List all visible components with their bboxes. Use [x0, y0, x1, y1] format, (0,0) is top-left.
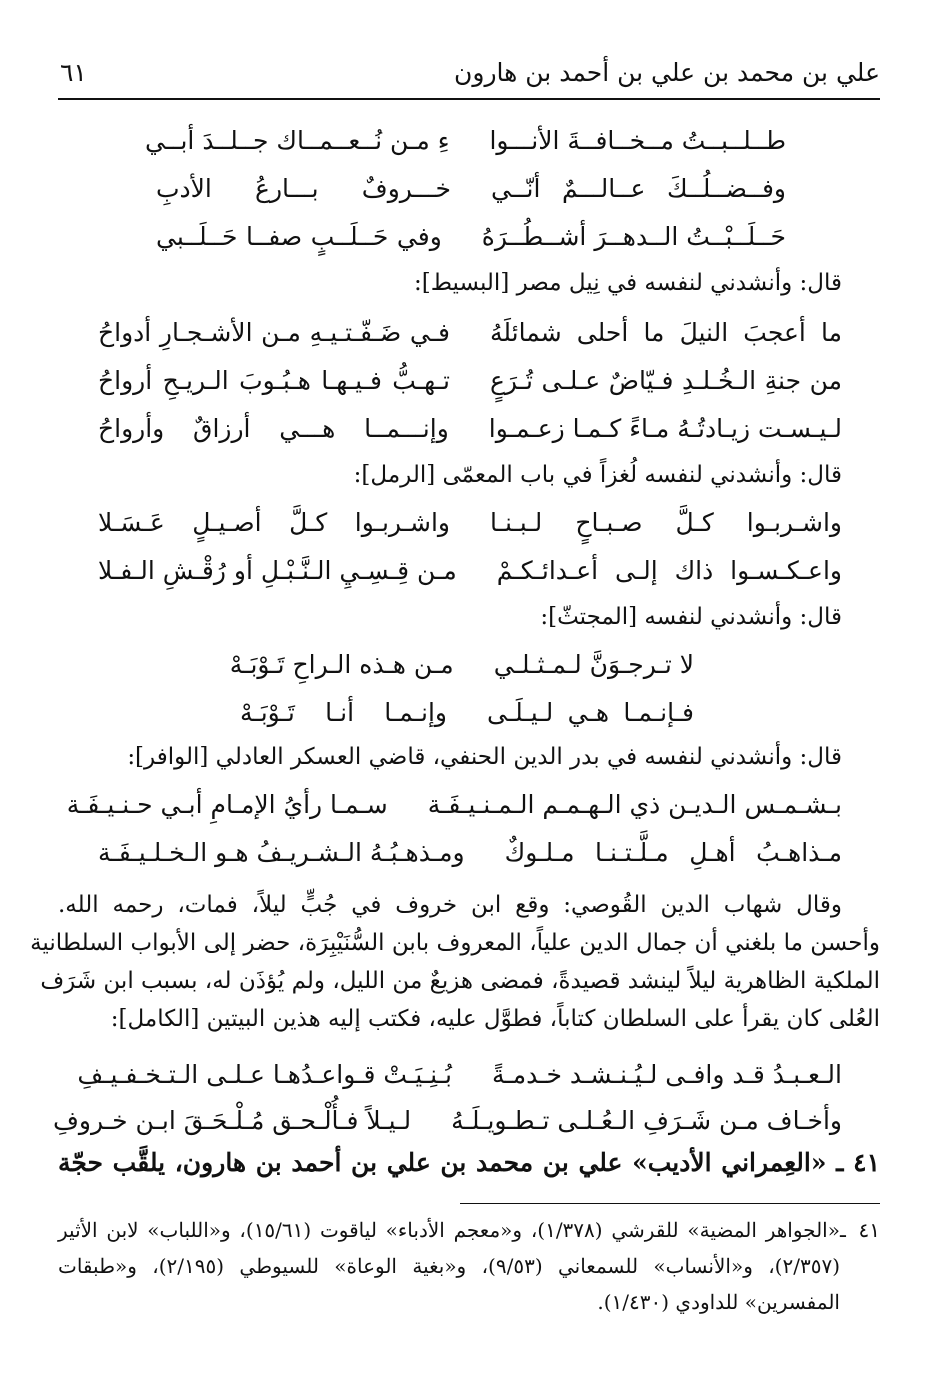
- verse-second-hemistich: وإنـمـا أنـا تَـوْبَـهْ: [240, 697, 447, 727]
- verse-second-hemistich: مـن قِـسِـيِ الـنَّـبْـلِ أو رُقْـشِ الـفـلا: [98, 555, 457, 585]
- verse-first-hemistich: لا تـرجـوَنَّ لـمـثـلـي: [493, 649, 694, 679]
- verse-line: [98, 406, 842, 450]
- verse-line: [144, 118, 786, 162]
- verse-first-hemistich: وأخـاف مـن شَـرَفِ الـعُـلـى تـطـويـلَـهُ: [451, 1105, 842, 1135]
- verse-first-hemistich: ما أعجبَ النيلَ ما أحلى شمائلَهُ: [490, 317, 842, 347]
- verse-first-hemistich: واعـكـسـوا ذاك إلـى أعـدائـكـمْ: [496, 555, 842, 585]
- verse-first-hemistich: الـعـبـدُ قـد وافـى لـيُـنـشـد خـدمـةً: [491, 1059, 842, 1089]
- verse-intro: قال: وأنشدني لنفسه لُغزاً في باب المعمّى [الرمل]:: [353, 462, 842, 488]
- verse-first-hemistich: حَــلَــبْــتُ الــدهــرَ أشــطُــرَهُ: [481, 221, 786, 251]
- verse-second-hemistich: فـي ضَـفّـتـيـهِ مـن الأشـجـارِ أدواحُ: [98, 317, 450, 347]
- verse-line: [98, 358, 842, 402]
- verse-second-hemistich: وإنـــمــا هـــي أرزاقٌ وأرواحُ: [98, 413, 449, 443]
- verse-first-hemistich: فـإنـمـا هـي لـيـلَـى: [487, 697, 694, 727]
- prose-line: الملكية الظاهرية ليلاً لينشد قصيدةً، فمضى هزيعٌ من الليل، ولم يُؤذَن له، بسبب ابن شَرَف: [40, 968, 880, 994]
- footnote-number: ٤١ ـ: [839, 1218, 880, 1242]
- verse-line: [66, 782, 842, 826]
- verse-first-hemistich: طــلــبــتُ مــخــافــةَ الأنـــوا: [489, 125, 786, 155]
- page-number: ٦١: [60, 58, 87, 87]
- footnotes: [58, 1212, 880, 1320]
- verse-second-hemistich: تـهـبُّ فـيـهـا هـبُـوبَ الـريـحِ أرواحُ: [98, 365, 450, 395]
- verse-line: [156, 214, 786, 258]
- verse-first-hemistich: وفــضــلُــكَ عــالـــمٌ أنّــي: [491, 173, 786, 203]
- footnote-line: (٢/٣٥٧)، و«الأنساب» للسمعاني (٩/٥٣)، و«بغية الوعاة» للسيوطي (٢/١٩٥)، و«طبقات: [58, 1254, 841, 1278]
- header-rule: [58, 98, 880, 100]
- verse-line: [98, 548, 842, 592]
- verse-first-hemistich: واشـربـوا كـلَّ صـبـاحٍ لـبـنـا: [490, 507, 842, 537]
- verse-second-hemistich: ءِ مـن نُــعــمــاك جــلــدَ أبــي: [144, 125, 450, 155]
- footnote-rule: [460, 1203, 880, 1204]
- entry-heading: ٤١ ـ «العِمراني الأديب» علي بن محمد بن علي بن أحمد بن هارون، يلقَّب حجّة: [58, 1148, 880, 1177]
- prose-line: وقال شهاب الدين القُوصي: وقع ابن خروف في جُبٍّ ليلاً، فمات، رحمه الله.: [58, 892, 842, 918]
- verse-line: [240, 690, 694, 734]
- verse-line: [98, 500, 842, 544]
- verse-second-hemistich: خـــروفٌ بـــارعُ الأدبِ: [156, 173, 451, 203]
- footnote-line: المفسرين» للداودي (١/٤٣٠).: [597, 1290, 840, 1314]
- verse-second-hemistich: واشـربـوا كـلَّ أصـيـلٍ عَـسَـلا: [98, 507, 450, 537]
- verse-first-hemistich: من جنةِ الـخُـلـدِ فـيّاضٌ عـلـى تُـرَعٍ: [490, 365, 842, 395]
- prose-line: وأحسن ما بلغني أن جمال الدين علياً، المعروف بابن السُّنَيْبِرَة، حضر إلى الأبواب السلطانية: [30, 930, 880, 956]
- verse-line: [77, 1052, 842, 1096]
- prose-line: العُلى كان يقرأ على السلطان كتاباً، فطوَّل عليه، فكتب إليه هذين البيتين [الكامل]:: [110, 1006, 880, 1032]
- verse-second-hemistich: بُـنِـيَـتْ قـواعـدُهـا عـلـى الـتـخـفـيـفِ: [77, 1059, 452, 1089]
- verse-first-hemistich: بـشـمـس الـديـن ذي الـهـمـم الـمـنـيـفَـة: [427, 789, 842, 819]
- verse-first-hemistich: لـيـسـت زيـادتُـهُ مـاءً كـمـا زعـمـوا: [488, 413, 842, 443]
- verse-intro: قال: وأنشدني لنفسه في نِيل مصر [البسيط]:: [413, 270, 842, 296]
- page-header: [58, 56, 880, 96]
- verse-line: [98, 830, 842, 874]
- verse-line: [156, 166, 786, 210]
- verse-second-hemistich: سـمـا رأيُ الإمـامِ أبـي حـنـيـفَـة: [66, 789, 388, 819]
- verse-intro: قال: وأنشدني لنفسه [المجتثّ]:: [540, 604, 842, 630]
- prose-paragraph: [30, 886, 880, 1038]
- footnote-text: «الجواهر المضية» للقرشي (١/٣٧٨)، و«معجم الأدباء» لياقوت (١٥/٦١)، و«اللباب» لابن الأثير: [58, 1218, 840, 1242]
- verse-first-hemistich: مـذاهـبُ أهـلِ مـلَّـتـنـا مـلـوكٌ: [504, 837, 842, 867]
- verse-second-hemistich: مـن هـذه الـراحِ تَـوْبَـهْ: [229, 649, 454, 679]
- footnote-line: [58, 1212, 880, 1248]
- verse-second-hemistich: وفي حَــلَــبٍ صفــا حَــلَــبي: [156, 221, 442, 251]
- verse-line: [229, 642, 694, 686]
- running-title: علي بن محمد بن علي بن أحمد بن هارون: [454, 58, 880, 87]
- verse-second-hemistich: ومـذهـبُـهُ الـشـريـفُ هـو الـخـلـيـفَـة: [98, 837, 465, 867]
- verse-line: [98, 310, 842, 354]
- verse-intro: قال: وأنشدني لنفسه في بدر الدين الحنفي، قاضي العسكر العادلي [الوافر]:: [127, 744, 842, 770]
- verse-line: [53, 1098, 842, 1142]
- verse-second-hemistich: لـيـلاً فـأُلْـحـق مُـلْـحَـقَ ابـن خـروفِ: [53, 1105, 412, 1135]
